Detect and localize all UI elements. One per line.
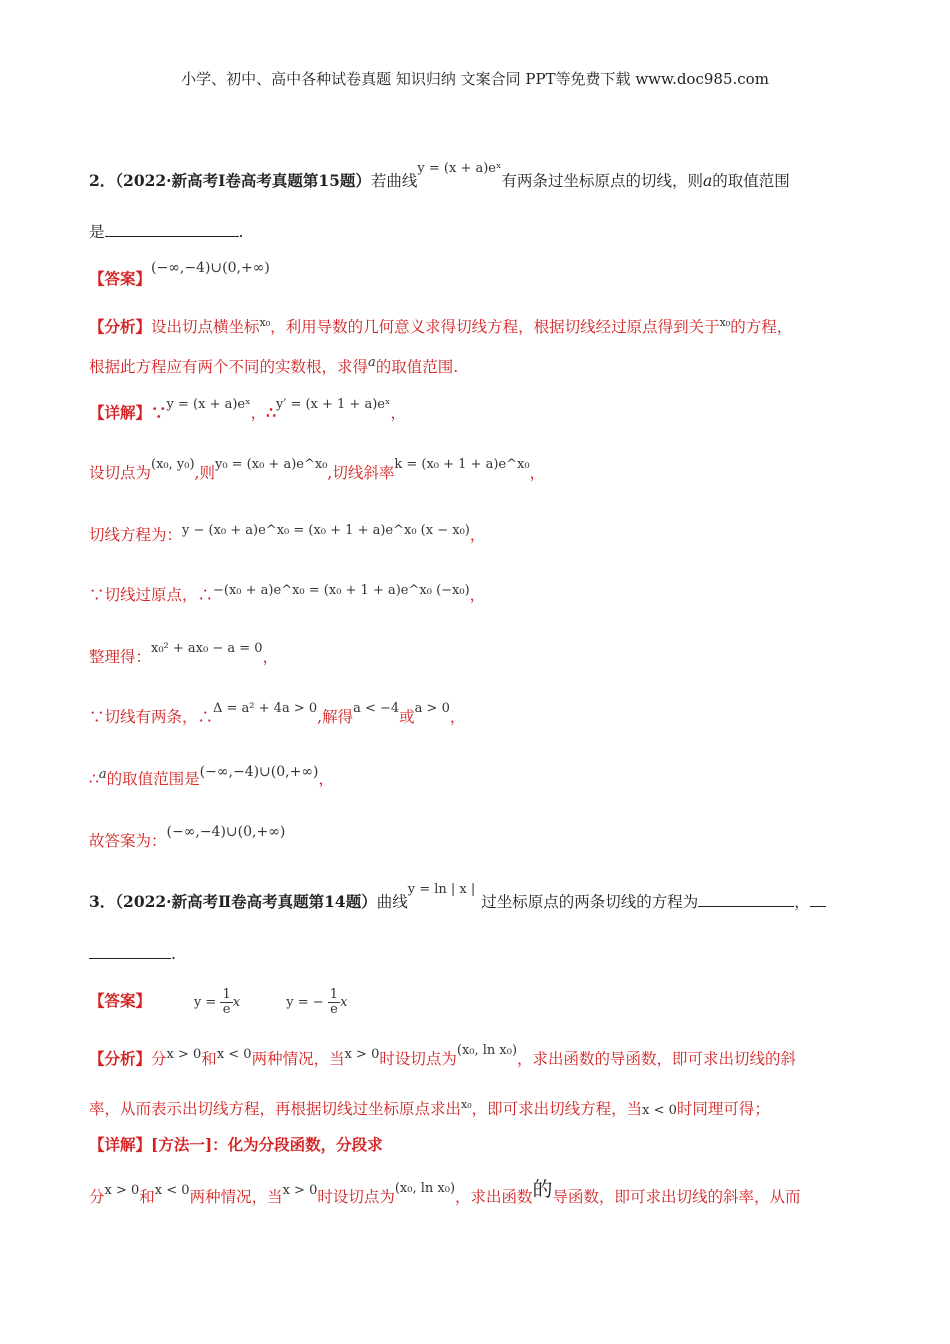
q3-d1-a: 分 [89,1188,105,1206]
q2-d6-end: ， [449,708,466,726]
q3-d1-b: 两种情况，当 [189,1188,283,1206]
q2-d1-expr2: y′ = (x + 1 + a)eˣ [276,397,391,412]
q2-var-a: a [703,172,713,190]
q2-detail-line2 [89,457,546,486]
q2-d1-expr1: y = (x + a)eˣ [166,397,251,412]
q3-a2-c: 时同理可得； [676,1100,770,1118]
q2-analysis-2a: 根据此方程应有两个不同的实数根，求得 [89,358,369,376]
q3-detail-label: 【详解】 [89,1135,152,1154]
q3-d1-cond-pos-2: x > 0 [282,1183,318,1198]
q2-detail-line5 [89,641,279,670]
q2-stem-c: 的取值范围 [712,172,790,190]
q2-analysis-line1 [89,316,792,340]
q3-analysis-line1 [89,1043,797,1072]
q3-a1-cond-pos-2: x > 0 [344,1047,380,1062]
q3-answer-blank-2a[interactable] [810,890,826,907]
q3-d1-and: 和 [139,1188,155,1206]
q2-analysis-2b: 的取值范围. [375,358,459,376]
q2-d5-eq: x₀² + ax₀ − a = 0 [151,641,263,656]
q2-detail-line3 [89,524,485,548]
q2-answer: (−∞,−4)∪(0,+∞) [151,260,270,276]
q3-a1-cond-neg: x < 0 [216,1047,252,1062]
q2-answer-label: 【答案】 [89,269,152,288]
q3-stem-end: . [171,945,176,963]
q2-d2-c: ,切线斜率 [327,464,395,482]
q3-answer-line [89,988,347,1017]
q2-d7-range: (−∞,−4)∪(0,+∞) [199,764,319,780]
q2-d6-r1: a < −4 [353,701,400,716]
q3-answer-label: 【答案】 [89,991,152,1010]
q3-d1-c: 时设切点为 [317,1188,395,1206]
q2-x0-a: x₀ [259,316,271,329]
q3-ans1-x: x [232,995,241,1010]
q3-d1-de: 的 [532,1177,553,1201]
q2-detail-line1 [89,397,406,426]
q3-a2-x0: x₀ [461,1098,472,1111]
q3-detail-line2 [89,1177,801,1210]
q2-stem-line1 [89,161,790,194]
q3-d1-d: ，求出函数 [455,1188,533,1206]
q2-d7-b: 的取值范围是 [106,770,200,788]
q3-ans1-den: e [222,1002,231,1017]
q2-analysis-label: 【分析】 [89,317,152,336]
q2-d6-a: ∵切线有两条，∴ [89,708,214,726]
q2-detail-line7 [89,764,334,792]
q2-d5-a: 整理得： [89,648,152,666]
q2-d4-eq: −(x₀ + a)e^x₀ = (x₀ + 1 + a)e^x₀ (−x₀) [213,583,470,598]
q3-analysis-line2 [89,1098,770,1122]
q3-a1-cond-pos: x > 0 [166,1047,202,1062]
q2-d7-a: ∴ [89,770,99,788]
q3-stem-line2 [89,942,176,965]
q3-stem-line1 [89,882,826,915]
q2-analysis-line2 [89,356,458,380]
q2-d2-k: k = (x₀ + 1 + a)e^x₀ [394,457,530,472]
q2-detail-line4 [89,584,485,608]
q3-stem-a: 曲线 [376,893,408,911]
q3-ans2-lhs: y = − [286,995,324,1010]
q3-a1-d: ，求出函数的导函数，即可求出切线的斜 [517,1050,797,1068]
q3-d1-point: (x₀, ln x₀) [394,1181,456,1196]
q2-d5-end: ， [262,648,279,666]
q3-ans2-den: e [330,1002,338,1017]
q2-d4-a: ∵切线过原点，∴ [89,586,214,604]
q3-answer-1 [193,987,244,1017]
q3-a2-cond-neg: x < 0 [642,1103,677,1118]
q3-a1-point: (x₀, ln x₀) [456,1043,518,1058]
q2-d3-eq: y − (x₀ + a)e^x₀ = (x₀ + 1 + a)e^x₀ (x − x₀) [182,523,470,538]
q2-d2-a: 设切点为 [89,464,152,482]
q2-d8-a: 故答案为： [89,832,167,850]
q2-detail-line8 [89,824,286,853]
q2-d3-a: 切线方程为： [89,526,183,544]
q2-d7-var-a: a [98,767,107,782]
q2-d6-eq: Δ = a² + 4a > 0 [213,701,318,716]
q3-d1-e: 导函数，即可求出切线的斜率，从而 [552,1188,801,1206]
q2-d2-y0: y₀ = (x₀ + a)e^x₀ [214,457,328,472]
q3-answer-blank-1[interactable] [698,890,794,907]
q3-a1-a: 分 [151,1050,167,1068]
q2-stem-a: 若曲线 [370,172,418,190]
q2-answer-blank[interactable] [105,220,239,237]
q3-d1-cond-pos: x > 0 [104,1183,140,1198]
q2-d7-end: ， [318,770,334,788]
q3-sep: ， [794,893,810,911]
q3-ans2-x: x [340,995,348,1010]
q3-number: 3． [89,892,116,911]
q3-stem-b: 过坐标原点的两条切线的方程为 [481,893,699,911]
q3-method: [方法一]：化为分段函数，分段求 [151,1135,383,1154]
q3-detail-line1 [89,1134,383,1156]
q2-d1-end: ， [390,404,406,422]
q2-stem-line2 [89,220,243,243]
q2-d6-c: 或 [399,708,415,726]
q2-curve: y = (x + a)eˣ [417,161,502,176]
q3-answer-2 [286,987,348,1017]
q3-curve: y = ln | x | [407,882,476,897]
q2-analysis-1a: 设出切点横坐标 [151,318,260,336]
q2-x0-b: x₀ [719,316,731,329]
q3-analysis-label: 【分析】 [89,1049,152,1068]
because-symbol: ∵ [151,403,167,422]
q2-stem-end: . [238,223,244,241]
q3-ans1-fraction [220,988,232,1017]
q2-d2-point: (x₀, y₀) [151,457,195,472]
q2-stem-b: 有两条过坐标原点的切线，则 [501,172,704,190]
q3-d1-cond-neg: x < 0 [154,1183,190,1198]
q2-d1-comma: ， [250,404,267,422]
q3-a2-a: 率，从而表示出切线方程，再根据切线过坐标原点求出 [89,1100,462,1118]
q3-ans1-lhs: y = [193,995,217,1010]
q2-stem-d: 是 [89,223,105,241]
q3-ans2-fraction [328,988,340,1017]
q2-answer-line [89,260,270,291]
q2-d8-range: (−∞,−4)∪(0,+∞) [166,824,286,840]
q3-a1-c: 时设切点为 [379,1050,457,1068]
q3-ans2-num: 1 [329,987,339,1002]
q2-number: 2． [89,171,116,190]
q3-a2-b: ，即可求出切线方程，当 [471,1100,643,1118]
q2-d6-r2: a > 0 [414,701,450,716]
q2-d6-b: ,解得 [317,708,354,726]
q2-d2-b: ,则 [194,464,215,482]
q2-d4-end: ， [469,586,486,604]
q3-ans1-num: 1 [222,987,231,1002]
q3-answer-blank-2b[interactable] [89,942,171,959]
therefore-symbol: ∴ [266,403,277,422]
q3-a1-b: 两种情况，当 [251,1050,345,1068]
q2-d2-end: ， [529,464,546,482]
q2-d3-end: ， [469,526,486,544]
q2-source: （2022·新高考Ⅰ卷高考真题第15题） [115,171,371,190]
q2-analysis-1b: ，利用导数的几何意义求得切线方程，根据切线经过原点得到关于 [270,318,720,336]
q3-source: （2022·新高考Ⅱ卷高考真题第14题） [115,892,377,911]
q2-detail-line6 [89,701,466,730]
page-header: 小学、初中、高中各种试卷真题 知识归纳 文案合同 PPT等免费下载 www.doc985.com [181,70,769,88]
q2-analysis-var-a: a [368,355,376,370]
q3-a1-and: 和 [201,1050,217,1068]
q2-analysis-1c: 的方程， [730,318,793,336]
q2-detail-label: 【详解】 [89,403,152,422]
